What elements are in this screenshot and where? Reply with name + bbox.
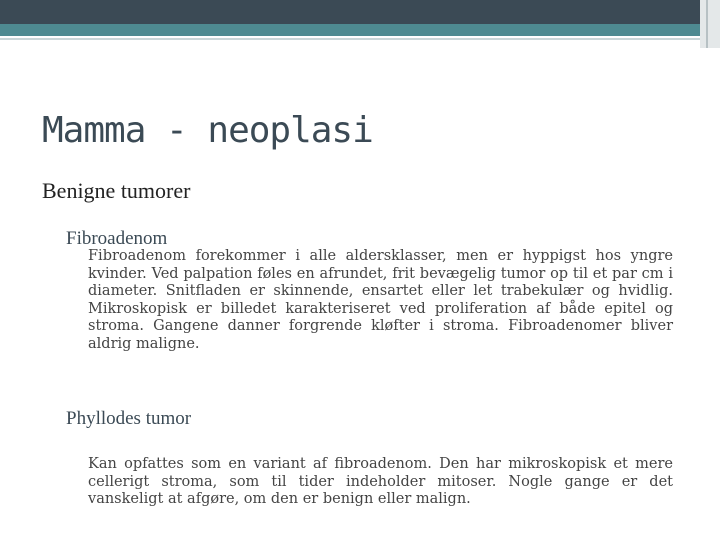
top-right-decoration	[700, 0, 720, 48]
top-accent-band	[0, 24, 720, 36]
top-decorative-bar	[0, 0, 720, 24]
slide-title: Mamma - neoplasi	[42, 110, 373, 151]
paragraph-fibroadenom: Fibroadenom forekommer i alle aldersklasser, men er hyppigst hos yngre kvinder. Ved palpation føles en afrundet, frit bevægelig tumor op til et par cm i diameter. Snitfladen er skinnende, ensartet eller let trabekulær og hvidlig. Mikroskopisk er billedet karakteriseret ved proliferation af både epitel og stroma. Gangene danner forgrende kløfter i stroma. Fibroadenomer bliver aldrig maligne.	[88, 248, 673, 352]
top-right-decoration-line	[706, 0, 708, 48]
subheading-fibroadenom: Fibroadenom	[66, 228, 168, 249]
heading-benigne-tumorer: Benigne tumorer	[42, 178, 191, 203]
subheading-phyllodes-tumor: Phyllodes tumor	[66, 408, 192, 429]
paragraph-phyllodes-tumor: Kan opfattes som en variant af fibroadenom. Den har mikroskopisk et mere cellerigt stroma, som til tider indeholder mitoser. Nogle gange er det vanskeligt at afgøre, om den er benign eller malign.	[88, 456, 673, 507]
top-divider-line	[0, 38, 720, 40]
